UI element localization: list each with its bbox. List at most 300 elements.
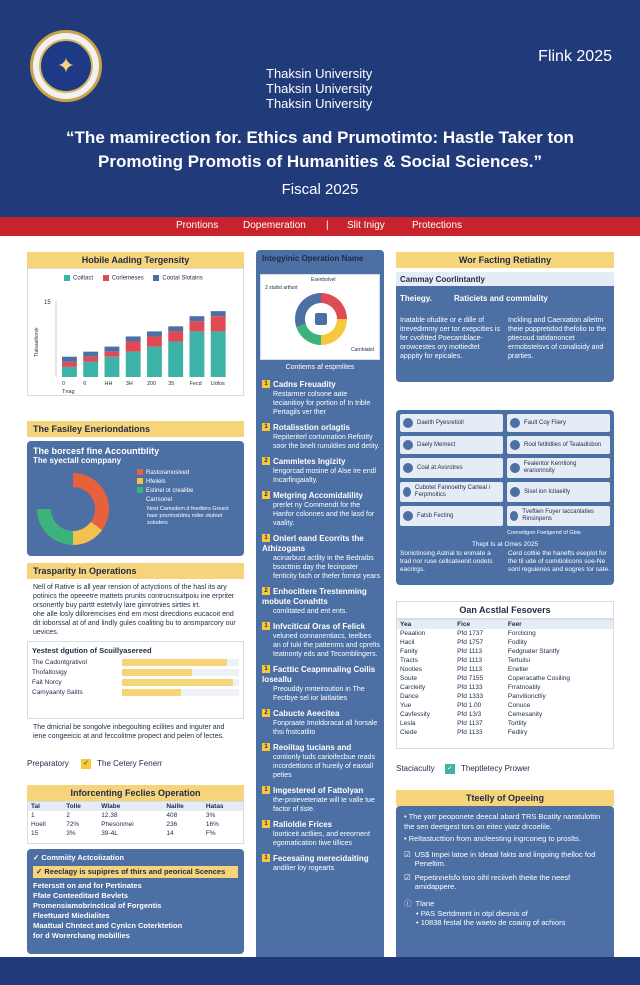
progress-fill <box>122 659 227 666</box>
resource-icon <box>403 511 413 521</box>
resource-icon <box>510 418 520 428</box>
table-cell: Frratnoatily <box>507 684 541 691</box>
nav-item-protections[interactable]: Protections <box>412 220 463 231</box>
header-year: Flink 2025 <box>538 48 612 65</box>
table-cell: Conuce <box>507 702 531 709</box>
check-right-label: The Cetery Fenerr <box>97 759 163 769</box>
progress-track <box>122 679 239 686</box>
x-tick-label: Udlos <box>210 381 225 387</box>
center-item-title: Enhocittere Trestenming mobute Conahtts <box>262 587 367 606</box>
right-check-row <box>396 764 614 774</box>
bar <box>190 331 205 377</box>
box2-bullets <box>404 812 606 844</box>
table-row <box>397 728 613 737</box>
table-row <box>397 710 613 719</box>
table-row <box>397 674 613 683</box>
table-cell: Dance <box>400 693 419 700</box>
center-item <box>262 457 380 485</box>
info-icon: ⓘ <box>404 898 412 908</box>
table-cell: Phesonmei <box>101 821 134 828</box>
table-cell: Pfd 1133 <box>457 684 483 691</box>
x-tick-label: HH <box>104 381 113 387</box>
accountability-panel <box>27 441 244 556</box>
donut-caption: Contiems af espmlites <box>285 364 355 371</box>
resource-icon <box>510 440 520 450</box>
resource-card[interactable] <box>507 482 610 502</box>
list-item-text: Promensiamobrinctical of Forgentis <box>33 901 162 910</box>
progress-row <box>32 659 239 666</box>
poster-header <box>0 0 640 217</box>
center-item-list <box>262 380 380 879</box>
center-item-title: Fecesaiing merecidaiting <box>273 854 369 863</box>
box2-item-text: US$ Impei latoe in Ideaal fakts and lingoing thelloc fod Peneltim. <box>414 849 596 868</box>
resource-label: Tveftien Fuyer Iaccanlaties Rinsinpens <box>522 509 594 522</box>
center-item-text: Repiteriterl corturnation Refistity soor the bnelt runuldies and detity. <box>273 434 380 450</box>
list-item-text: Maattual Chntect and Cynlcn Coterktetion <box>33 921 183 930</box>
center-item-number: 1 <box>262 743 270 751</box>
center-item <box>262 709 380 737</box>
resource-icon <box>403 463 413 473</box>
y-tick-label: 15 <box>44 300 51 306</box>
nav-bar <box>0 217 640 236</box>
table-cell: Yue <box>400 702 412 709</box>
center-item-title: Metgring Accomidalility <box>273 491 363 500</box>
resource-label: Sisel ion Icitaeitly <box>524 488 571 495</box>
bar <box>126 342 141 352</box>
table-cell: 3% <box>205 812 216 819</box>
ops-table-column-header: Hatas <box>205 803 224 810</box>
list-item-text: for d Worerchang mobillies <box>33 931 130 940</box>
table-cell: Pfd 1113 <box>457 657 483 664</box>
progress-card <box>27 641 244 719</box>
pie-legend-label: Hfeliels <box>146 479 166 485</box>
center-item <box>262 423 380 451</box>
resources-table-column-header: Fice <box>457 621 471 628</box>
section3-header: Trasparity In Operations <box>27 563 244 579</box>
grid-bullet-right: Cerd coltiie the hanefts eseplot for the til ude of comitiolicons soe-Ne sonl reguienes and eogres tor sate. <box>508 550 610 573</box>
table-cell: 15 <box>31 830 39 837</box>
bottom-list <box>33 853 238 941</box>
grid-footer: Thept Is at Omes 2025 <box>471 541 539 548</box>
center-item-number: 1 <box>262 534 270 542</box>
section3-text3: The dmicrial be songolve inbegoulting ecilites and inguter and iene congeeicic at and feccolitme propect and pelen of lectes. <box>33 724 225 740</box>
bar <box>147 336 162 346</box>
table-cell: Coperacathe Cosiling <box>507 675 571 682</box>
resource-card[interactable] <box>507 506 610 526</box>
community-panel <box>396 272 614 382</box>
bottom-list-panel <box>27 849 244 954</box>
poster-title-line2: Promoting Promotis of Humanities & Social Sciences.” <box>98 152 542 171</box>
center-item <box>262 380 380 417</box>
progress-track <box>122 669 239 676</box>
center-item-title: Cammletes Ingizity <box>273 457 346 466</box>
table-row <box>397 629 613 638</box>
right-table-header: Oan Acstlal Fesovers <box>396 601 614 619</box>
resource-icon <box>510 463 520 473</box>
box2-bullet: • Reltastucttion from ancleesting ingrconeg to proslts. <box>404 834 581 843</box>
pie-chart <box>33 469 113 549</box>
table-cell: Soute <box>400 675 417 682</box>
box2-final-list <box>404 909 606 928</box>
legend-label: Corlemeses <box>111 275 144 282</box>
center-item-number: 2 <box>262 587 270 595</box>
legend-swatch <box>137 469 143 475</box>
table-row <box>397 638 613 647</box>
pie-legend-item <box>137 487 241 496</box>
list-item <box>33 931 238 941</box>
box2-final-item: • PAS Sertdment in otpl diesnis of <box>416 908 528 918</box>
center-item <box>262 587 380 616</box>
ops-table-card <box>27 801 244 844</box>
resource-label: Daeith Pyesretioll <box>417 419 464 426</box>
section3-body <box>27 579 244 641</box>
progress-title: Yestest dgution of Scuillyasereed <box>32 646 152 655</box>
panel-sub-right: Raticiets and commlality <box>454 294 548 303</box>
ops-table <box>28 802 243 838</box>
table-cell: F% <box>205 830 216 837</box>
check-icon: ✓ <box>33 853 42 862</box>
right-column <box>396 252 614 966</box>
resources-table-header-row <box>397 620 613 629</box>
table-cell: Carcleity <box>400 684 426 691</box>
center-item-text: Preouddy mnteiroution in The Fectbye sel ior laitlaities <box>273 686 365 702</box>
box2-item <box>404 850 606 869</box>
resource-card[interactable] <box>400 482 503 502</box>
bar <box>62 357 77 362</box>
box2-final-item: • 10838 festal the waeto de coaing of achiors <box>416 918 566 927</box>
list-item <box>33 901 238 911</box>
table-cell: Hacil <box>400 639 415 646</box>
resource-label: Fatsb Fecting <box>417 512 454 519</box>
center-item-text: prerlet ny Commendt for the Hanfor colonnes and the lasd for vaality. <box>273 502 375 527</box>
table-cell: Pfd 7155 <box>457 675 484 682</box>
bar-chart <box>28 269 243 395</box>
legend-swatch <box>137 496 143 502</box>
center-item-number: 2 <box>262 457 270 465</box>
table-row <box>397 683 613 692</box>
center-item-title: Facttic Ceapmnaling Coilis loseallu <box>262 665 376 684</box>
box2-item <box>404 873 606 892</box>
grid-bullets <box>400 550 610 574</box>
center-item-text: Restarmer colsone aate tecianitioy for portion of In trible Pertagils ver ther <box>273 391 371 416</box>
center-item-text: lengorcad mosine of Alse ire endl Incarfingaialty. <box>273 468 377 484</box>
box2-final-title <box>404 898 606 909</box>
progress-track <box>122 689 239 696</box>
check-icon: ✓ <box>81 759 91 769</box>
left-column <box>27 252 244 954</box>
list-item-text: Fetersstt on and for Pertinates <box>33 881 142 890</box>
table-cell: Pfd 1137 <box>457 720 483 727</box>
center-item-number: 1 <box>262 423 270 431</box>
table-cell: Ciede <box>400 729 417 736</box>
table-cell: 12.38 <box>101 812 118 819</box>
center-item-text: loorticeit actliies, and ereornent egomatication tiwe tillices <box>273 831 370 847</box>
checkbox-icon: ☑ <box>404 872 411 882</box>
resource-card[interactable] <box>507 458 610 478</box>
table-cell: 236 <box>166 821 178 828</box>
table-cell: 408 <box>166 812 178 819</box>
table-row <box>397 692 613 701</box>
donut-label: 2 stalist artfunt <box>265 285 298 291</box>
resource-card[interactable] <box>400 436 503 454</box>
ops-table-column-header: Tal <box>31 803 40 810</box>
bar <box>126 352 141 377</box>
resource-label: Cubotet Fannoethy Carteal i Ferpmoitics <box>414 485 490 498</box>
bar <box>83 357 98 362</box>
progress-list <box>32 659 239 696</box>
table-cell: Pfd 1757 <box>457 639 484 646</box>
table-cell: 1 <box>31 812 35 819</box>
resource-label: Daely Memect <box>417 441 456 448</box>
poster-footer <box>0 957 640 985</box>
table-cell: Tertuilsi <box>507 657 530 664</box>
section3-text2: ohe alle losly dilloremcises end em most direcdions eucacoit end dit ioborssal at of and lindly gules coaliting bu to ansmparcory our uevices. <box>33 611 236 636</box>
grid-bullet-left: Sonictinsing Astrial to enmate a trad nor ruse cellcateenit ondets eacrirgs. <box>400 550 493 573</box>
pie-legend-label: Estinel ot crealibe <box>146 488 194 494</box>
resource-icon <box>403 418 413 428</box>
center-item-text: the-proieveteriate will te valle tue factor of tiste. <box>273 797 375 813</box>
progress-fill <box>122 669 192 676</box>
bar <box>211 331 226 377</box>
table-row <box>28 811 243 820</box>
center-item <box>262 491 380 528</box>
table-cell: Fodlity <box>507 639 528 646</box>
bar <box>190 316 205 321</box>
university-name: Thaksin University <box>266 66 373 81</box>
center-item-text: comlitated and ent ents. <box>273 608 348 615</box>
bar <box>168 331 183 341</box>
box2-bullet: • The yarr peoponete deecal abard TRS Bcatity naratulottin the sen deetgest tors on eitec yiatz drcoelile. <box>404 812 601 831</box>
resources-grid-panel <box>396 410 614 585</box>
table-cell: 16% <box>205 821 219 828</box>
table-cell: Pfd 1.00 <box>457 702 482 709</box>
x-tick-label: 0 <box>62 381 66 387</box>
table-cell: Enetler <box>507 666 529 673</box>
center-item-title: Rotalisstion orlagtis <box>273 423 350 432</box>
center-item-text: acinarbuct actlity in the Bedraibs bsocttnis day the fecinpater fenticity fach or thefer fornist years <box>273 555 380 580</box>
x-tick-label: 35 <box>168 381 175 387</box>
list-item-text: Reeclagy is supipres of thirs and peorical Scences <box>44 867 226 876</box>
panel-text-right: Inckling and Caerxation alleitm theie poppretidod thefolio to the ptiecoud tatidanoncet ermobstelsvs of conalisidy and prarties. <box>508 317 607 360</box>
table-cell: Nooties <box>400 666 423 673</box>
table-cell: Fedliry <box>507 729 528 736</box>
center-item-title: Imgestered of Fattolyan <box>273 786 364 795</box>
resource-icon <box>403 487 411 497</box>
bar <box>168 342 183 377</box>
bar <box>126 336 141 341</box>
resource-card[interactable] <box>507 414 610 432</box>
table-row <box>397 656 613 665</box>
list-item-text: Ffate Conteeditard Bevlets <box>33 891 129 900</box>
seal-emblem-icon: ✦ <box>39 39 93 93</box>
bar <box>190 321 205 331</box>
bar <box>168 326 183 331</box>
bar <box>105 352 120 357</box>
donut-center-icon <box>315 313 327 325</box>
right-check-right: Theptletecy Prower <box>461 764 530 774</box>
list-item-text: Fleettuard Miedialites <box>33 911 110 920</box>
legend-label: Coiltact <box>73 275 94 282</box>
legend-swatch <box>137 478 143 484</box>
resources-table-column-header: Feer <box>507 621 522 628</box>
center-item-text: Fonpraate Imoldoracat all horsale thsi fnstcatlito <box>273 720 378 736</box>
bar <box>62 362 77 367</box>
table-cell: Cavfessity <box>400 711 430 718</box>
list-item <box>33 891 238 901</box>
center-item-title: Onlerl eand Ecorrits the Athizogans <box>262 534 364 553</box>
section2-title: The borcesf fine Accountblity <box>33 446 160 456</box>
box2-item-text: Pepetinnelsfo toro oihl reciiveh theite the neesf amidappere. <box>414 872 571 891</box>
resource-extra: Coenettgon Foetgemd of Gbis <box>507 530 581 536</box>
chart-header: Hobile Aading Tergensity <box>27 252 244 268</box>
ops-table-column-header: Wlabe <box>101 803 121 810</box>
resource-card[interactable] <box>400 506 503 526</box>
right-check-left: Staciaculty <box>396 764 435 774</box>
resource-icon <box>510 511 518 521</box>
resource-card[interactable] <box>507 436 610 454</box>
poster-title-line1: “The mamirection for. Ethics and Prumotimto: Hastle Taker ton <box>66 128 574 147</box>
x-axis-label: Tnag <box>62 389 75 395</box>
list-item <box>33 853 238 863</box>
center-item <box>262 665 380 703</box>
center-column <box>256 250 384 970</box>
university-name: Thaksin University <box>266 96 373 111</box>
progress-fill <box>122 689 181 696</box>
table-cell: 39-4L <box>101 830 118 837</box>
center-item <box>262 786 380 814</box>
list-item <box>33 921 238 931</box>
resource-icon <box>510 487 520 497</box>
list-item-text: Commiity Actcoiization <box>41 853 125 862</box>
table-row <box>397 719 613 728</box>
table-cell: Peaalion <box>400 630 426 637</box>
donut-label: Esenbolvel <box>311 277 336 283</box>
table-cell: Lesla <box>400 720 416 727</box>
center-item-title: Reoiitag tucians and <box>273 743 352 752</box>
center-item <box>262 854 380 873</box>
table-cell: Cemesanity <box>507 711 543 718</box>
table-cell: Pfd 1113 <box>457 666 483 673</box>
progress-label: Thofaltosigy <box>32 669 68 676</box>
progress-track <box>122 659 239 666</box>
center-item-number: 1 <box>262 622 270 630</box>
nav-item-prontions[interactable]: Prontions <box>176 220 219 231</box>
progress-row <box>32 679 239 686</box>
pie-legend-item <box>137 496 241 505</box>
resource-label: Fault Coy Fiiery <box>524 419 567 426</box>
list-item <box>33 881 238 891</box>
table-cell: 2 <box>66 812 70 819</box>
box2-final-title-text: Tlane <box>415 898 435 908</box>
section2-subtitle: The syectall comppany <box>33 456 122 465</box>
table-row <box>397 647 613 656</box>
table-cell: Forclicing <box>507 630 536 637</box>
pie-legend-label: Carrsonel <box>146 497 173 503</box>
table-cell: Pfd 1333 <box>457 693 484 700</box>
box2-panel <box>396 806 614 966</box>
center-item-text: veluned connanentiacs, teelbes an of tuki the pattenms and cprelts teatnonty eds and Tecomblingers. <box>273 633 381 658</box>
pie-legend-item <box>137 469 241 478</box>
table-cell: 14 <box>166 830 174 837</box>
bar <box>105 347 120 352</box>
checkbox-icon: ☑ <box>404 849 411 859</box>
nav-item-slit-inigy[interactable]: Slit Inigy <box>347 220 385 231</box>
resources-table-card <box>396 619 614 749</box>
pie-slice <box>37 473 73 509</box>
bar-chart-card <box>27 268 244 396</box>
list-item <box>33 911 238 921</box>
check-row <box>27 759 244 769</box>
center-item-number: 1 <box>262 665 270 673</box>
legend-swatch <box>137 487 143 493</box>
table-cell: Pfd 13/3 <box>457 711 482 718</box>
center-item-number: 1 <box>262 854 270 862</box>
resource-label: Rool fetilldlies of Tealadisbon <box>524 441 602 448</box>
ops-table-header-row <box>28 802 243 811</box>
resource-card[interactable] <box>400 458 503 478</box>
table-cell: Pfd 1133 <box>457 729 483 736</box>
check-icon: ✓ <box>36 867 45 876</box>
pie-note: Nest Camsdem d feedters Gresct haor prorrinstdms roller otutnet soloders <box>147 506 229 526</box>
table-cell: Tracts <box>400 657 418 664</box>
section3-text: Nell of Rative is all year rension of actyctions of the hasl its ary potinics the opeeetre mattets prunits contrucnsuitpoiu ine erpriter orsonertly buy parttt estetvily lare gimrotnies sirttes irt. <box>33 584 235 609</box>
resource-card[interactable] <box>400 414 503 432</box>
center-item-number: 2 <box>262 709 270 717</box>
resources-table <box>397 620 613 737</box>
table-row <box>397 701 613 710</box>
center-item-title: Cadns Freuadity <box>273 380 336 389</box>
progress-label: Fait Norcy <box>32 679 62 686</box>
resources-grid <box>400 414 610 537</box>
center-item-number: 2 <box>262 491 270 499</box>
center-item-number: 1 <box>262 820 270 828</box>
university-names <box>266 66 372 111</box>
table-cell: Pfd 1113 <box>457 648 483 655</box>
table-row <box>28 820 243 829</box>
center-item-title: Infvcitical Oras of Felick <box>273 622 366 631</box>
center-item-title: Ralioldie Frices <box>273 820 333 829</box>
resource-label: Fealentor Kerntiong erarionnsity <box>523 461 577 474</box>
table-cell: 3% <box>66 830 76 837</box>
progress-label: The Cadontgrativol <box>32 659 87 666</box>
x-tick-label: Fecd <box>189 381 202 387</box>
table-cell: Panvitioncltiy <box>507 693 546 700</box>
bar <box>62 367 77 377</box>
progress-row <box>32 669 239 676</box>
panel-text-left: Inatable ofudite or e dille of itrevedimmy oer tor exepcities is fer cvofitted Poecamblace-orowcestes ory mottiedtet apppity for epicales. <box>400 317 500 360</box>
bar <box>211 316 226 331</box>
check-left-label: Preparatory <box>27 759 69 769</box>
resource-icon <box>403 440 413 450</box>
pie-legend-label: Rastoramosived <box>146 470 190 476</box>
panel-sub-left: Theiegy. <box>400 294 432 303</box>
center-item <box>262 622 380 659</box>
nav-item-dopemeration[interactable]: Dopemeration <box>243 220 306 231</box>
box2-items <box>404 850 606 892</box>
university-seal <box>30 30 102 102</box>
right-header1: Wor Facting Retiatiny <box>396 252 614 268</box>
resource-label: Coal at Avsrotres <box>417 464 463 471</box>
bar <box>83 362 98 377</box>
bar <box>147 331 162 336</box>
center-item <box>262 534 380 581</box>
resources-table-column-header: Yea <box>400 621 412 628</box>
center-item-text: andilier loy rogearts <box>273 865 335 872</box>
ops-table-column-header: Naille <box>166 803 184 810</box>
panel-title: Cammay Coorlintantly <box>396 272 614 286</box>
progress-label: Camyaanty Salits <box>32 689 83 696</box>
nav-separator: | <box>326 220 329 231</box>
